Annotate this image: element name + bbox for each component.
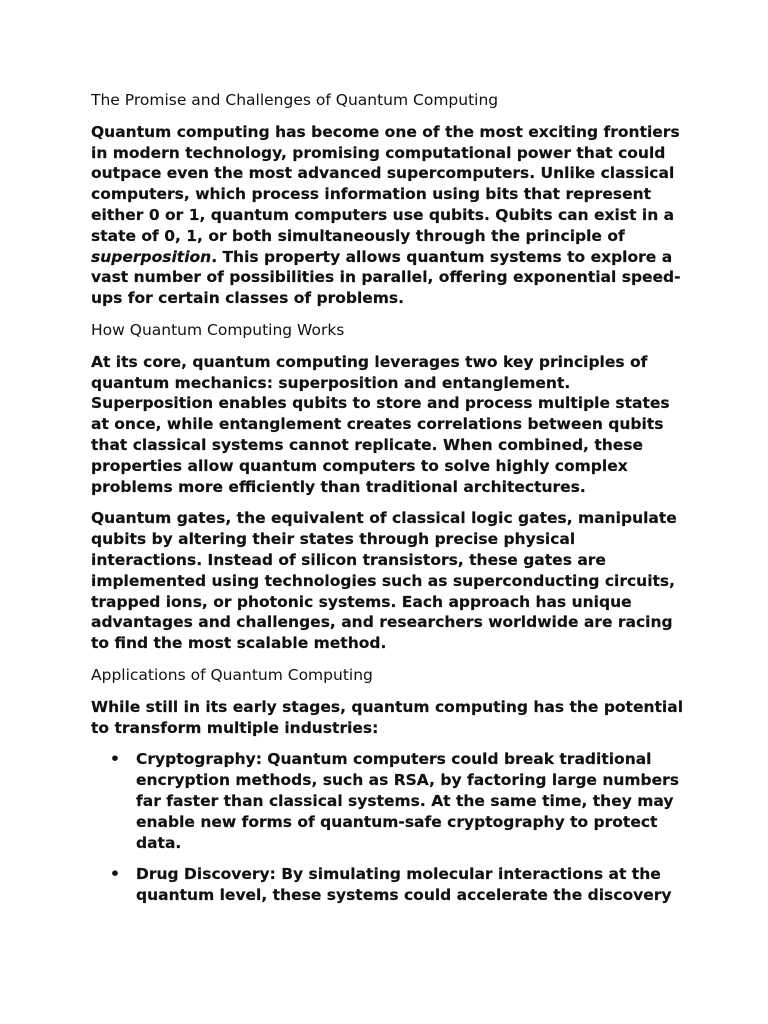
list-item-text: Drug Discovery: By simulating molecular interactions at the quantum level, these systems could accelerate the discovery [136, 865, 672, 905]
intro-text-before: Quantum computing has become one of the most exciting frontiers in modern technology, promising computational power that could outpace even the most advanced supercomputers. Unlike classical computers, which process information using bits that represent either 0 or 1, quantum computers use qubits. Qubits can exist in a state of 0, 1, or both simultaneously through the principle of [91, 122, 680, 245]
document-page [91, 90, 691, 917]
applications-list [91, 749, 691, 906]
list-item [91, 864, 691, 906]
list-item [91, 749, 691, 853]
document-title: The Promise and Challenges of Quantum Computing [91, 91, 499, 109]
intro-paragraph [91, 122, 691, 309]
list-item-text: Cryptography: Quantum computers could break traditional encryption methods, such as RSA, by factoring large numbers far faster than classical systems. At the same time, they may enable new forms of quantum-safe cryptography to protect data. [136, 750, 680, 852]
intro-text-after: . This property allows quantum systems to explore a vast number of possibilities in parallel, offering exponential speed-ups for certain classes of problems. [91, 247, 681, 308]
section-heading-applications: Applications of Quantum Computing [91, 665, 373, 684]
intro-emphasis: superposition [91, 247, 212, 266]
bullet-icon: • [110, 865, 120, 884]
how-it-works-paragraph-1: At its core, quantum computing leverages two key principles of quantum mechanics: superposition and entanglement. Superposition enables qubits to store and process multiple states at once, while entanglement creates correlations between qubits that classical systems cannot replicate. When combined, these properties allow quantum computers to solve highly complex problems more efficiently than traditional architectures. [91, 352, 670, 496]
section-heading-how-it-works: How Quantum Computing Works [91, 320, 345, 339]
how-it-works-paragraph-2: Quantum gates, the equivalent of classical logic gates, manipulate qubits by altering their states through precise physical interactions. Instead of silicon transistors, these gates are implemented using technologies such as superconducting circuits, trapped ions, or photonic systems. Each approach has unique advantages and challenges, and researchers worldwide are racing to find the most scalable method. [91, 509, 677, 653]
bullet-icon: • [110, 750, 120, 769]
applications-intro-paragraph: While still in its early stages, quantum computing has the potential to transform multiple industries: [91, 697, 684, 737]
